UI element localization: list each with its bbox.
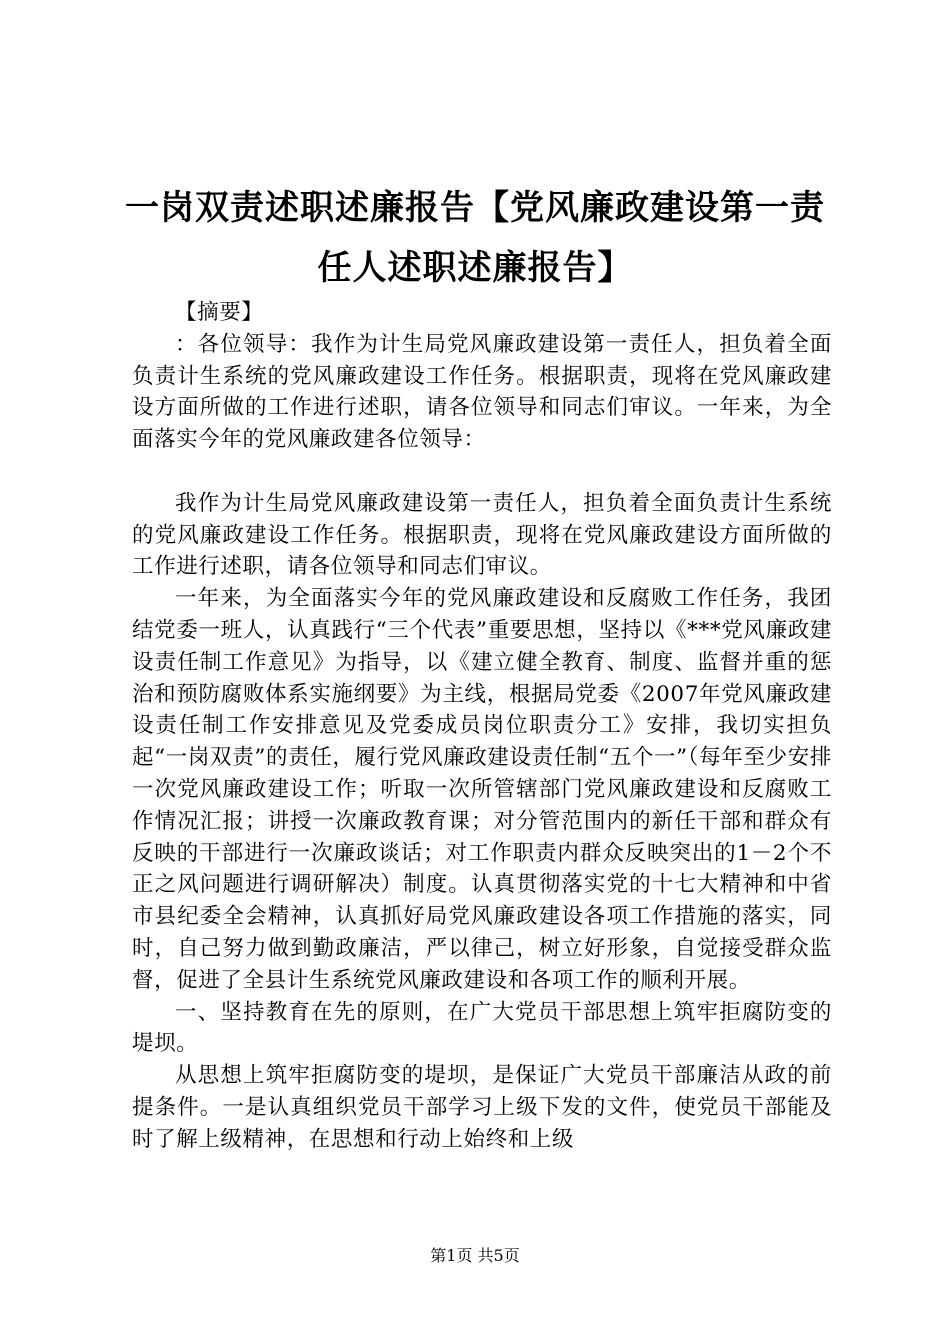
section-heading-1: 一、坚持教育在先的原则，在广大党员干部思想上筑牢拒腐防变的堤坝。 xyxy=(132,999,832,1057)
abstract-label: 【摘要】 xyxy=(175,300,264,325)
body-paragraph-2: 一年来，为全面落实今年的党风廉政建设和反腐败工作任务，我团结党委一班人，认真践行“三个代表”重要思想，坚持以《***党风廉政建设责任制工作意见》为指导，以《建立健全教育、制度、监督并重的惩治和预防腐败体系实施纲要》为主线，根据局党委《2007年党风廉政建设责任制工作安排意见及党委成员岗位职责分工》安排，我切实担负起“一岗双责”的责任，履行党风廉政建设责任制“五个一”（每年至少安排一次党风廉政建设工作；听取一次所管辖部门党风廉政建设和反腐败工作情况汇报；讲授一次廉政教育课；对分管范围内的新任干部和群众有反映的干部进行一次廉政谈话；对工作职责内群众反映突出的1－2个不正之风问题进行调研解决）制度。认真贯彻落实党的十七大精神和中省市县纪委全会精神，认真抓好局党风廉政建设各项工作措施的落实，同时，自己努力做到勤政廉洁，严以律己，树立好形象，自觉接受群众监督，促进了全县计生系统党风廉政建设和各项工作的顺利开展。 xyxy=(132,586,832,993)
page-footer: 第1页 共5页 xyxy=(430,1246,520,1265)
paragraph-spacer xyxy=(132,456,832,488)
document-title: 一岗双责述职述廉报告【党风廉政建设第一责任人述职述廉报告】 xyxy=(125,188,825,288)
body-paragraph-3: 从思想上筑牢拒腐防变的堤坝，是保证广大党员干部廉洁从政的前提条件。一是认真组织党员干部学习上级下发的文件，使党员干部能及时了解上级精神，在思想和行动上始终和上级 xyxy=(132,1063,832,1152)
body-paragraph-1: 我作为计生局党风廉政建设第一责任人，担负着全面负责计生系统的党风廉政建设工作任务。根据职责，现将在党风廉政建设方面所做的工作进行述职，请各位领导和同志们审议。 xyxy=(132,490,832,580)
abstract-text: ：各位领导：我作为计生局党风廉政建设第一责任人，担负着全面负责计生系统的党风廉政建设工作任务。根据职责，现将在党风廉政建设方面所做的工作进行述职，请各位领导和同志们审议。一年来，为全面落实今年的党风廉政建各位领导： xyxy=(132,331,832,453)
document-body xyxy=(132,297,832,1156)
